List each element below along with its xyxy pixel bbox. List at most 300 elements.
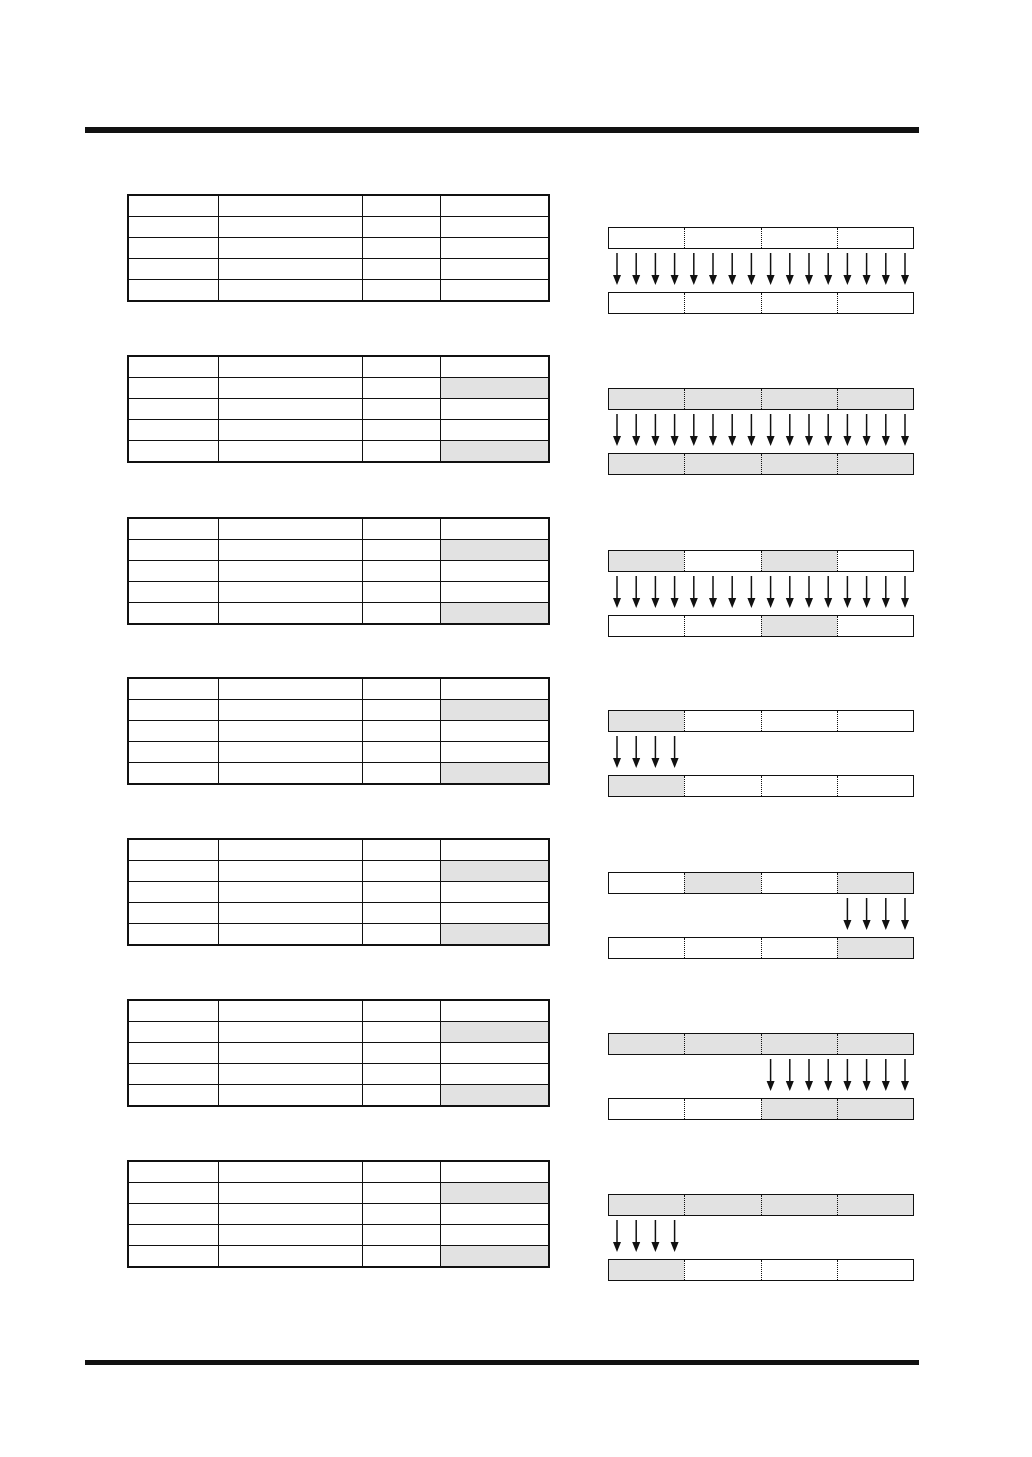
- table-cell: [440, 700, 549, 721]
- table-cell: [128, 1022, 218, 1043]
- table-cell: [128, 195, 218, 217]
- destination-register: [608, 937, 914, 959]
- table-cell: [362, 280, 440, 302]
- destination-register: [608, 1259, 914, 1281]
- table-header-row: [128, 678, 549, 700]
- table-cell: [128, 1204, 218, 1225]
- table-cell: [362, 1161, 440, 1183]
- down-arrow-icon: [690, 576, 698, 608]
- register-field: [609, 1195, 684, 1215]
- table-cell: [440, 238, 549, 259]
- down-arrow-icon: [901, 253, 909, 285]
- register-field: [837, 1260, 913, 1280]
- table-row: [128, 561, 549, 582]
- register-field: [837, 776, 913, 796]
- table-cell: [128, 603, 218, 625]
- table-cell: [128, 1000, 218, 1022]
- register-field: [761, 776, 837, 796]
- table-cell: [128, 1064, 218, 1085]
- down-arrow-icon: [651, 414, 659, 446]
- register-field: [761, 389, 837, 409]
- table-cell: [440, 1204, 549, 1225]
- transfer-arrows: [608, 574, 914, 614]
- table-cell: [362, 861, 440, 882]
- register-field: [761, 1260, 837, 1280]
- spec-table: [127, 999, 550, 1107]
- table-cell: [362, 441, 440, 463]
- source-register: [608, 1194, 914, 1216]
- transfer-arrows: [608, 734, 914, 774]
- register-field: [609, 711, 684, 731]
- table-cell: [440, 561, 549, 582]
- table-cell: [362, 903, 440, 924]
- down-arrow-icon: [709, 253, 717, 285]
- register-field: [684, 551, 760, 571]
- table-cell: [218, 1064, 362, 1085]
- register-field: [761, 711, 837, 731]
- table-cell: [218, 763, 362, 785]
- spec-table: [127, 677, 550, 785]
- register-field: [684, 1260, 760, 1280]
- register-field: [761, 938, 837, 958]
- down-arrow-icon: [671, 736, 679, 768]
- down-arrow-icon: [709, 576, 717, 608]
- table-cell: [218, 280, 362, 302]
- table-row: [128, 1085, 549, 1107]
- down-arrow-icon: [690, 253, 698, 285]
- spec-table: [127, 355, 550, 463]
- down-arrow-icon: [805, 414, 813, 446]
- table-cell: [218, 721, 362, 742]
- table-cell: [218, 742, 362, 763]
- table-cell: [362, 1064, 440, 1085]
- bottom-rule: [85, 1360, 919, 1365]
- source-register: [608, 550, 914, 572]
- table-cell: [128, 1183, 218, 1204]
- table-row: [128, 903, 549, 924]
- source-register: [608, 227, 914, 249]
- down-arrow-icon: [632, 414, 640, 446]
- table-cell: [440, 1246, 549, 1268]
- table-cell: [362, 420, 440, 441]
- down-arrow-icon: [901, 1059, 909, 1091]
- top-rule: [85, 127, 919, 133]
- down-arrow-icon: [613, 253, 621, 285]
- register-field: [837, 1195, 913, 1215]
- table-cell: [218, 882, 362, 903]
- register-field: [761, 293, 837, 313]
- down-arrow-icon: [824, 1059, 832, 1091]
- table-cell: [218, 518, 362, 540]
- table-cell: [128, 1246, 218, 1268]
- down-arrow-icon: [882, 253, 890, 285]
- down-arrow-icon: [709, 414, 717, 446]
- register-field: [684, 1195, 760, 1215]
- table-cell: [218, 1183, 362, 1204]
- table-cell: [218, 378, 362, 399]
- table-cell: [218, 1022, 362, 1043]
- table-cell: [128, 356, 218, 378]
- table-header-row: [128, 195, 549, 217]
- table-header-row: [128, 839, 549, 861]
- table-cell: [440, 378, 549, 399]
- register-field: [609, 228, 684, 248]
- table-row: [128, 582, 549, 603]
- table-cell: [218, 217, 362, 238]
- table-cell: [362, 238, 440, 259]
- down-arrow-icon: [632, 1220, 640, 1252]
- table-cell: [128, 561, 218, 582]
- table-cell: [362, 678, 440, 700]
- spec-table: [127, 1160, 550, 1268]
- spec-table: [127, 517, 550, 625]
- register-field: [761, 454, 837, 474]
- down-arrow-icon: [767, 1059, 775, 1091]
- table-cell: [128, 839, 218, 861]
- table-cell: [128, 882, 218, 903]
- spec-table: [127, 838, 550, 946]
- table-row: [128, 742, 549, 763]
- table-cell: [362, 742, 440, 763]
- table-cell: [440, 518, 549, 540]
- transfer-arrows: [608, 1057, 914, 1097]
- table-cell: [440, 1085, 549, 1107]
- table-row: [128, 217, 549, 238]
- down-arrow-icon: [786, 576, 794, 608]
- table-cell: [128, 700, 218, 721]
- table-row: [128, 1022, 549, 1043]
- down-arrow-icon: [632, 576, 640, 608]
- table-cell: [218, 603, 362, 625]
- down-arrow-icon: [824, 576, 832, 608]
- table-cell: [218, 561, 362, 582]
- register-field: [684, 293, 760, 313]
- down-arrow-icon: [843, 1059, 851, 1091]
- down-arrow-icon: [728, 576, 736, 608]
- table-cell: [128, 540, 218, 561]
- down-arrow-icon: [671, 576, 679, 608]
- table-cell: [128, 742, 218, 763]
- table-cell: [362, 1204, 440, 1225]
- table-cell: [362, 561, 440, 582]
- table-cell: [218, 839, 362, 861]
- table-cell: [440, 217, 549, 238]
- table-cell: [128, 1043, 218, 1064]
- table-cell: [218, 903, 362, 924]
- table-cell: [218, 1043, 362, 1064]
- down-arrow-icon: [651, 576, 659, 608]
- register-field: [609, 1099, 684, 1119]
- register-field: [609, 454, 684, 474]
- table-cell: [362, 700, 440, 721]
- table-header-row: [128, 1000, 549, 1022]
- table-header-row: [128, 1161, 549, 1183]
- register-field: [837, 551, 913, 571]
- down-arrow-icon: [632, 736, 640, 768]
- register-field: [761, 1034, 837, 1054]
- down-arrow-icon: [805, 1059, 813, 1091]
- register-field: [837, 293, 913, 313]
- down-arrow-icon: [843, 898, 851, 930]
- register-field: [837, 454, 913, 474]
- down-arrow-icon: [613, 576, 621, 608]
- table-cell: [440, 582, 549, 603]
- table-row: [128, 603, 549, 625]
- table-cell: [362, 1000, 440, 1022]
- table-cell: [440, 540, 549, 561]
- register-field: [761, 616, 837, 636]
- table-cell: [362, 195, 440, 217]
- table-cell: [218, 441, 362, 463]
- down-arrow-icon: [805, 576, 813, 608]
- table-cell: [440, 280, 549, 302]
- register-field: [609, 293, 684, 313]
- register-field: [837, 711, 913, 731]
- down-arrow-icon: [786, 414, 794, 446]
- register-field: [761, 873, 837, 893]
- table-cell: [218, 861, 362, 882]
- destination-register: [608, 292, 914, 314]
- down-arrow-icon: [863, 414, 871, 446]
- down-arrow-icon: [786, 1059, 794, 1091]
- register-field: [837, 1034, 913, 1054]
- table-cell: [362, 1246, 440, 1268]
- down-arrow-icon: [843, 576, 851, 608]
- table-cell: [128, 721, 218, 742]
- table-cell: [128, 582, 218, 603]
- table-cell: [440, 195, 549, 217]
- table-cell: [128, 399, 218, 420]
- table-cell: [362, 763, 440, 785]
- down-arrow-icon: [767, 253, 775, 285]
- register-field: [684, 873, 760, 893]
- table-row: [128, 399, 549, 420]
- table-cell: [128, 678, 218, 700]
- register-field: [761, 228, 837, 248]
- table-cell: [362, 839, 440, 861]
- down-arrow-icon: [863, 253, 871, 285]
- register-field: [837, 389, 913, 409]
- destination-register: [608, 775, 914, 797]
- register-field: [684, 711, 760, 731]
- transfer-arrows: [608, 251, 914, 291]
- table-cell: [362, 378, 440, 399]
- table-cell: [362, 582, 440, 603]
- table-cell: [128, 238, 218, 259]
- table-cell: [440, 1225, 549, 1246]
- register-field: [837, 228, 913, 248]
- table-row: [128, 420, 549, 441]
- table-cell: [362, 1022, 440, 1043]
- transfer-arrows: [608, 896, 914, 936]
- down-arrow-icon: [613, 1220, 621, 1252]
- down-arrow-icon: [767, 576, 775, 608]
- down-arrow-icon: [728, 253, 736, 285]
- down-arrow-icon: [882, 1059, 890, 1091]
- table-cell: [440, 603, 549, 625]
- table-cell: [440, 1064, 549, 1085]
- table-cell: [218, 1161, 362, 1183]
- table-row: [128, 280, 549, 302]
- destination-register: [608, 1098, 914, 1120]
- down-arrow-icon: [747, 414, 755, 446]
- table-row: [128, 1246, 549, 1268]
- table-cell: [218, 356, 362, 378]
- down-arrow-icon: [786, 253, 794, 285]
- table-cell: [440, 903, 549, 924]
- destination-register: [608, 453, 914, 475]
- register-field: [684, 454, 760, 474]
- table-cell: [440, 763, 549, 785]
- register-field: [609, 873, 684, 893]
- table-cell: [440, 399, 549, 420]
- table-cell: [128, 217, 218, 238]
- table-cell: [362, 1085, 440, 1107]
- register-field: [609, 616, 684, 636]
- down-arrow-icon: [882, 576, 890, 608]
- table-cell: [128, 441, 218, 463]
- down-arrow-icon: [651, 1220, 659, 1252]
- table-cell: [218, 259, 362, 280]
- table-cell: [128, 280, 218, 302]
- register-field: [609, 1034, 684, 1054]
- table-cell: [218, 399, 362, 420]
- down-arrow-icon: [863, 1059, 871, 1091]
- table-row: [128, 238, 549, 259]
- register-field: [609, 389, 684, 409]
- source-register: [608, 710, 914, 732]
- down-arrow-icon: [613, 414, 621, 446]
- table-cell: [362, 603, 440, 625]
- table-row: [128, 700, 549, 721]
- down-arrow-icon: [843, 253, 851, 285]
- register-field: [684, 776, 760, 796]
- source-register: [608, 388, 914, 410]
- register-field: [684, 1034, 760, 1054]
- table-row: [128, 882, 549, 903]
- register-field: [684, 616, 760, 636]
- table-row: [128, 924, 549, 946]
- table-row: [128, 441, 549, 463]
- down-arrow-icon: [824, 253, 832, 285]
- table-cell: [440, 356, 549, 378]
- table-header-row: [128, 356, 549, 378]
- register-field: [684, 1099, 760, 1119]
- table-cell: [128, 518, 218, 540]
- register-field: [609, 551, 684, 571]
- register-field: [837, 873, 913, 893]
- table-cell: [362, 1043, 440, 1064]
- table-cell: [362, 399, 440, 420]
- table-row: [128, 721, 549, 742]
- down-arrow-icon: [747, 253, 755, 285]
- register-field: [837, 616, 913, 636]
- table-cell: [440, 1022, 549, 1043]
- table-cell: [362, 882, 440, 903]
- transfer-arrows: [608, 412, 914, 452]
- down-arrow-icon: [901, 414, 909, 446]
- table-cell: [128, 1085, 218, 1107]
- down-arrow-icon: [671, 1220, 679, 1252]
- table-cell: [362, 1225, 440, 1246]
- down-arrow-icon: [767, 414, 775, 446]
- table-row: [128, 1183, 549, 1204]
- register-field: [837, 938, 913, 958]
- source-register: [608, 872, 914, 894]
- down-arrow-icon: [863, 576, 871, 608]
- register-field: [684, 228, 760, 248]
- table-row: [128, 1204, 549, 1225]
- down-arrow-icon: [863, 898, 871, 930]
- table-cell: [440, 1161, 549, 1183]
- down-arrow-icon: [728, 414, 736, 446]
- spec-table: [127, 194, 550, 302]
- table-cell: [362, 540, 440, 561]
- down-arrow-icon: [843, 414, 851, 446]
- down-arrow-icon: [651, 736, 659, 768]
- down-arrow-icon: [901, 576, 909, 608]
- table-cell: [440, 882, 549, 903]
- table-cell: [440, 924, 549, 946]
- down-arrow-icon: [747, 576, 755, 608]
- down-arrow-icon: [805, 253, 813, 285]
- register-field: [837, 1099, 913, 1119]
- table-cell: [440, 1000, 549, 1022]
- table-cell: [128, 1161, 218, 1183]
- table-row: [128, 763, 549, 785]
- table-cell: [128, 763, 218, 785]
- source-register: [608, 1033, 914, 1055]
- table-row: [128, 378, 549, 399]
- table-cell: [218, 195, 362, 217]
- table-row: [128, 861, 549, 882]
- table-cell: [440, 1183, 549, 1204]
- table-cell: [440, 742, 549, 763]
- table-cell: [440, 420, 549, 441]
- register-field: [609, 776, 684, 796]
- table-cell: [362, 924, 440, 946]
- table-cell: [440, 861, 549, 882]
- register-field: [609, 938, 684, 958]
- table-row: [128, 1225, 549, 1246]
- table-row: [128, 1043, 549, 1064]
- table-cell: [218, 1000, 362, 1022]
- register-field: [684, 389, 760, 409]
- register-field: [761, 551, 837, 571]
- table-cell: [362, 356, 440, 378]
- table-cell: [362, 1183, 440, 1204]
- table-cell: [218, 238, 362, 259]
- table-cell: [218, 540, 362, 561]
- table-cell: [440, 839, 549, 861]
- table-cell: [362, 721, 440, 742]
- table-cell: [128, 924, 218, 946]
- down-arrow-icon: [651, 253, 659, 285]
- table-cell: [440, 678, 549, 700]
- down-arrow-icon: [901, 898, 909, 930]
- down-arrow-icon: [690, 414, 698, 446]
- table-cell: [218, 420, 362, 441]
- table-cell: [362, 518, 440, 540]
- table-cell: [440, 721, 549, 742]
- table-cell: [128, 259, 218, 280]
- table-cell: [218, 582, 362, 603]
- table-cell: [128, 420, 218, 441]
- register-field: [761, 1195, 837, 1215]
- table-row: [128, 540, 549, 561]
- table-cell: [218, 1204, 362, 1225]
- table-cell: [128, 903, 218, 924]
